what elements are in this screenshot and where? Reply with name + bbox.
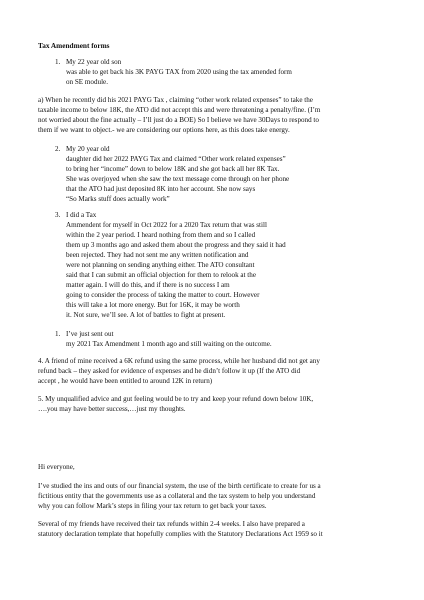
paragraph-line: 4. A friend of mine received a 6K refund using the same process, while her husband did not get any: [38, 357, 320, 365]
list-item-line: on SE module.: [66, 78, 108, 86]
paragraph-line: 5. My unqualified advice and gut feeling would be to try and keep your refund down below 10K,: [38, 395, 314, 403]
list-item-line: “So Marks stuff does actually work”: [66, 195, 170, 203]
list-marker: 3.: [55, 211, 61, 219]
paragraph-line: not worried about the fine actually – I’ll just do a BOE) So I believe we have 30Days to respond to: [38, 116, 319, 124]
greeting: Hi everyone,: [38, 463, 75, 471]
list-item-line: said that I can submit an official objection for them to relook at the: [66, 271, 256, 279]
list-item-line: matter again. I will do this, and if there is no success I am: [66, 281, 230, 289]
paragraph-line: a) When he recently did his 2021 PAYG Tax , claiming “other work related expenses” to take the: [38, 96, 313, 104]
list-item-line: My 20 year old: [66, 145, 110, 153]
list-item-line: it. Not sure, we’ll see. A lot of battles to fight at present.: [66, 311, 226, 319]
list-item-line: within the 2 year period. I heard nothing from them and so I called: [66, 231, 256, 239]
document-title: Tax Amendment forms: [38, 41, 110, 50]
list-item-line: She was overjoyed when she saw the text message come through on her phone: [66, 175, 290, 183]
paragraph-line: Several of my friends have received their tax refunds within 2-4 weeks. I also have prepared a: [38, 520, 305, 528]
list-marker: 2.: [55, 145, 61, 153]
paragraph-line: why you can follow Mark’s steps in filing your tax return to get back your taxes.: [38, 502, 267, 510]
list-item-line: was able to get back his 3K PAYG TAX from 2020 using the tax amended form: [66, 68, 292, 76]
paragraph-line: fictitious entity that the governments use as a collateral and the tax system to help you understand: [38, 492, 316, 500]
list-item-line: to bring her “income” down to below 18K and she got back all her 8K Tax.: [66, 165, 280, 173]
paragraph-line: them if we want to object.- we are considering our options here, as this does take energy.: [38, 126, 290, 134]
paragraph-line: taxable income to below 18K, the ATO did not accept this and were threatening a penalty/fine. (I’m: [38, 106, 321, 114]
list-item-line: I did a Tax: [66, 211, 97, 219]
paragraph-line: ….you may have better success,…just my thoughts.: [38, 405, 186, 413]
paragraph-line: refund back – they asked for evidence of expenses and he didn’t follow it up (If the ATO did: [38, 367, 301, 375]
list-marker: 1.: [55, 330, 61, 338]
paragraph-line: I’ve studied the ins and outs of our financial system, the use of the birth certificate to create for us a: [38, 482, 321, 490]
list-item-line: this will take a lot more energy. But for 16K, it may be worth: [66, 301, 240, 309]
list-marker: 1.: [55, 58, 61, 66]
list-item-line: Ammendent for myself in Oct 2022 for a 2020 Tax return that was still: [66, 221, 267, 229]
list-item-line: were not planning on sending anything either. The ATO consultant: [66, 261, 255, 269]
list-item-line: going to consider the process of taking the matter to court. However: [66, 291, 260, 299]
list-item-line: that the ATO had just deposited 8K into her account. She now says: [66, 185, 256, 193]
list-item-line: daughter did her 2022 PAYG Tax and claimed “Other work related expenses”: [66, 155, 286, 163]
paragraph-line: accept , he would have been entitled to around 12K in return): [38, 377, 213, 385]
paragraph-line: statutory declaration template that hopefully complies with the Statutory Declarations Act 1959 so it: [38, 530, 323, 538]
list-item-line: my 2021 Tax Amendment 1 month ago and still waiting on the outcome.: [66, 340, 272, 348]
list-item-line: been rejected. They had not sent me any written notification and: [66, 251, 249, 259]
list-item-line: them up 3 months ago and asked them about the progress and they said it had: [66, 241, 286, 249]
list-item-line: My 22 year old son: [66, 58, 122, 66]
list-item-line: I’ve just sent out: [66, 330, 114, 338]
